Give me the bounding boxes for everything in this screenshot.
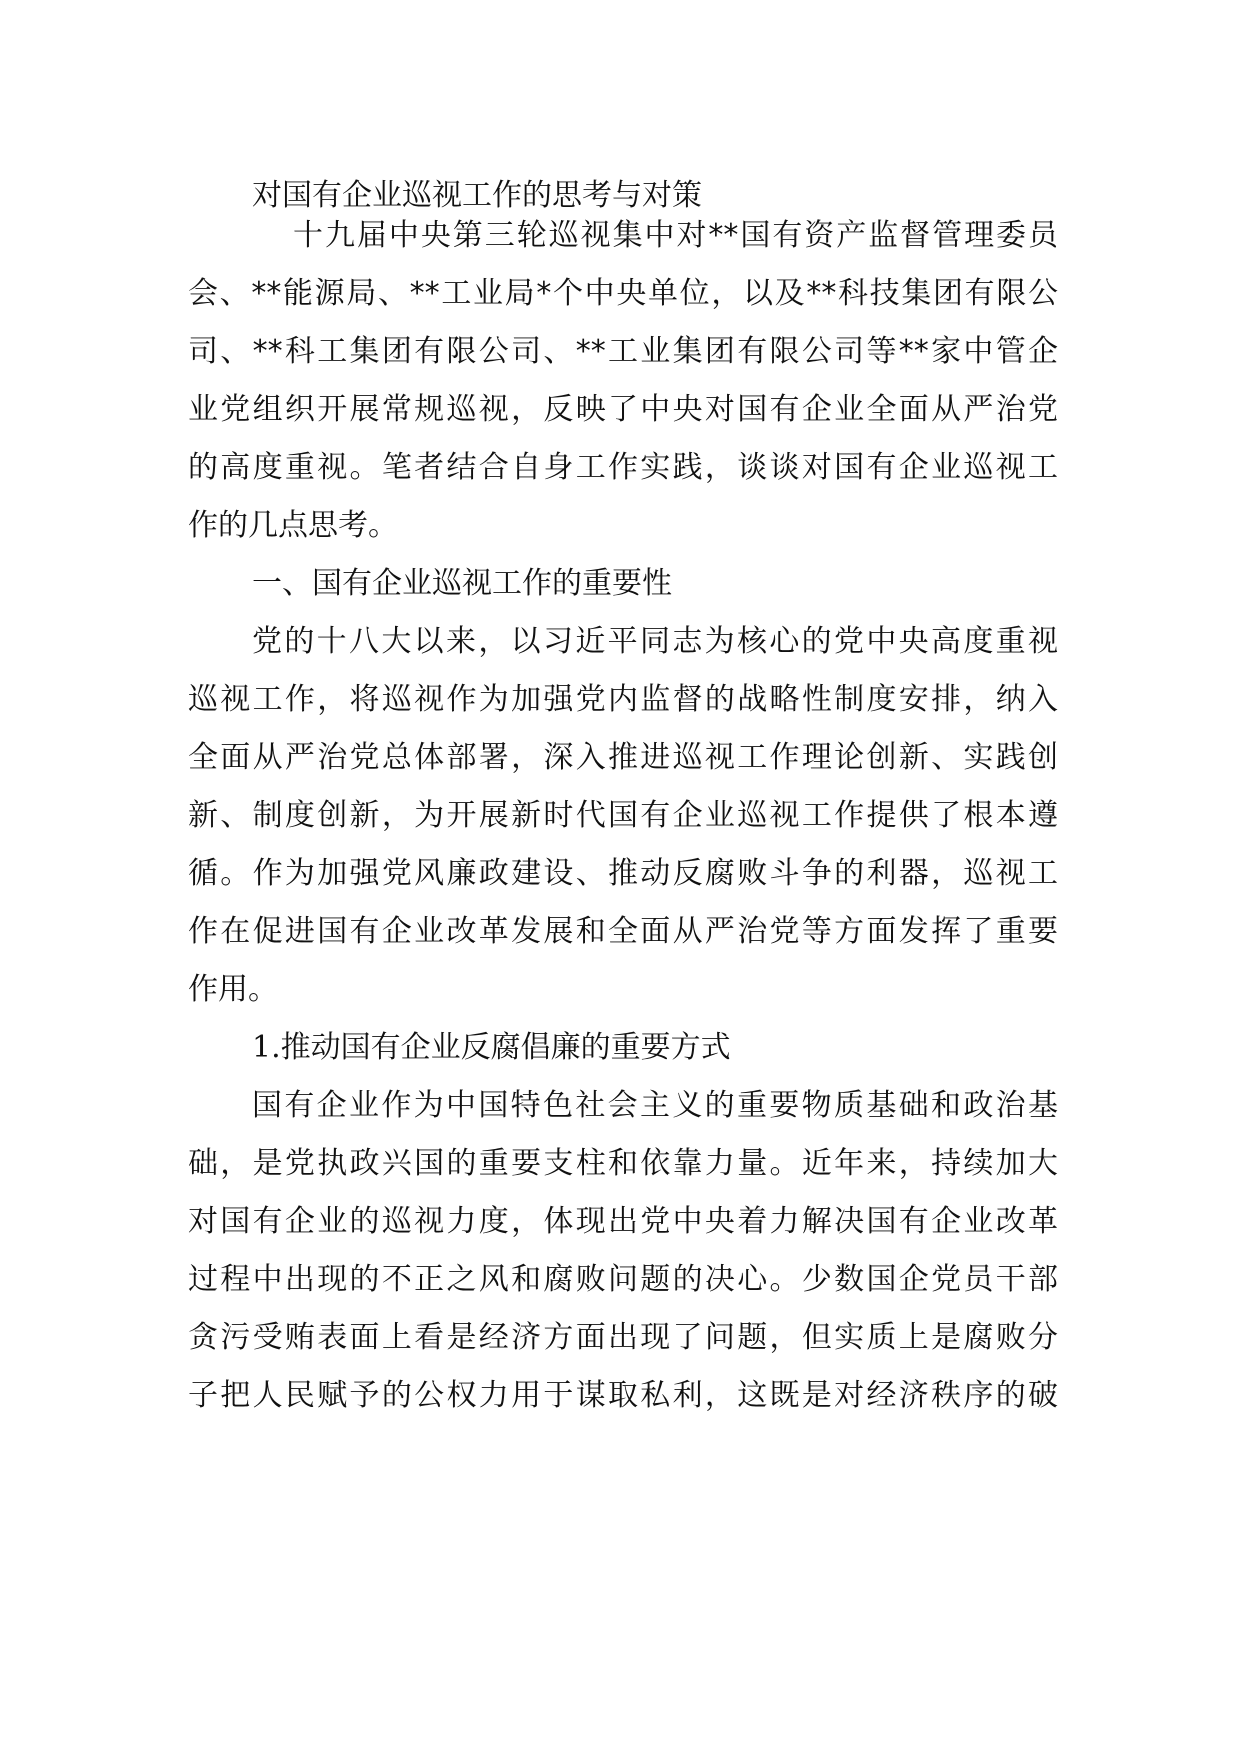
paragraph-line: 会、**能源局、**工业局*个中央单位，以及**科技集团有限公 (188, 276, 1058, 311)
paragraph-line: 新、制度创新，为开展新时代国有企业巡视工作提供了根本遵 (188, 798, 1058, 833)
document-title: 对国有企业巡视工作的思考与对策 (252, 178, 702, 213)
paragraph-line: 作在促进国有企业改革发展和全面从严治党等方面发挥了重要 (188, 914, 1058, 949)
paragraph-line: 业党组织开展常规巡视，反映了中央对国有企业全面从严治党 (188, 392, 1058, 427)
paragraph-line: 作的几点思考。 (188, 508, 398, 543)
paragraph-line: 贪污受贿表面上看是经济方面出现了问题，但实质上是腐败分 (188, 1320, 1058, 1355)
paragraph-line: 子把人民赋予的公权力用于谋取私利，这既是对经济秩序的破 (188, 1378, 1058, 1413)
paragraph-line: 全面从严治党总体部署，深入推进巡视工作理论创新、实践创 (188, 740, 1058, 775)
paragraph-line: 司、**科工集团有限公司、**工业集团有限公司等**家中管企 (188, 334, 1058, 369)
paragraph-line: 循。作为加强党风廉政建设、推动反腐败斗争的利器，巡视工 (188, 856, 1058, 891)
paragraph-line: 的高度重视。笔者结合自身工作实践，谈谈对国有企业巡视工 (188, 450, 1058, 485)
paragraph-line: 对国有企业的巡视力度，体现出党中央着力解决国有企业改革 (188, 1204, 1058, 1239)
paragraph-line: 巡视工作，将巡视作为加强党内监督的战略性制度安排，纳入 (188, 682, 1058, 717)
paragraph-line: 作用。 (188, 972, 278, 1007)
subsection-heading (252, 1028, 731, 1068)
paragraph-line: 十九届中央第三轮巡视集中对**国有资产监督管理委员 (293, 218, 1058, 253)
subsection-title: 推动国有企业反腐倡廉的重要方式 (280, 1030, 731, 1065)
section-heading: 一、国有企业巡视工作的重要性 (252, 566, 672, 601)
paragraph-line: 础，是党执政兴国的重要支柱和依靠力量。近年来，持续加大 (188, 1146, 1058, 1181)
paragraph-line: 过程中出现的不正之风和腐败问题的决心。少数国企党员干部 (188, 1262, 1058, 1297)
paragraph-line: 党的十八大以来，以习近平同志为核心的党中央高度重视 (252, 624, 1058, 659)
paragraph-line: 国有企业作为中国特色社会主义的重要物质基础和政治基 (252, 1088, 1058, 1123)
subsection-number: 1. (252, 1030, 281, 1065)
